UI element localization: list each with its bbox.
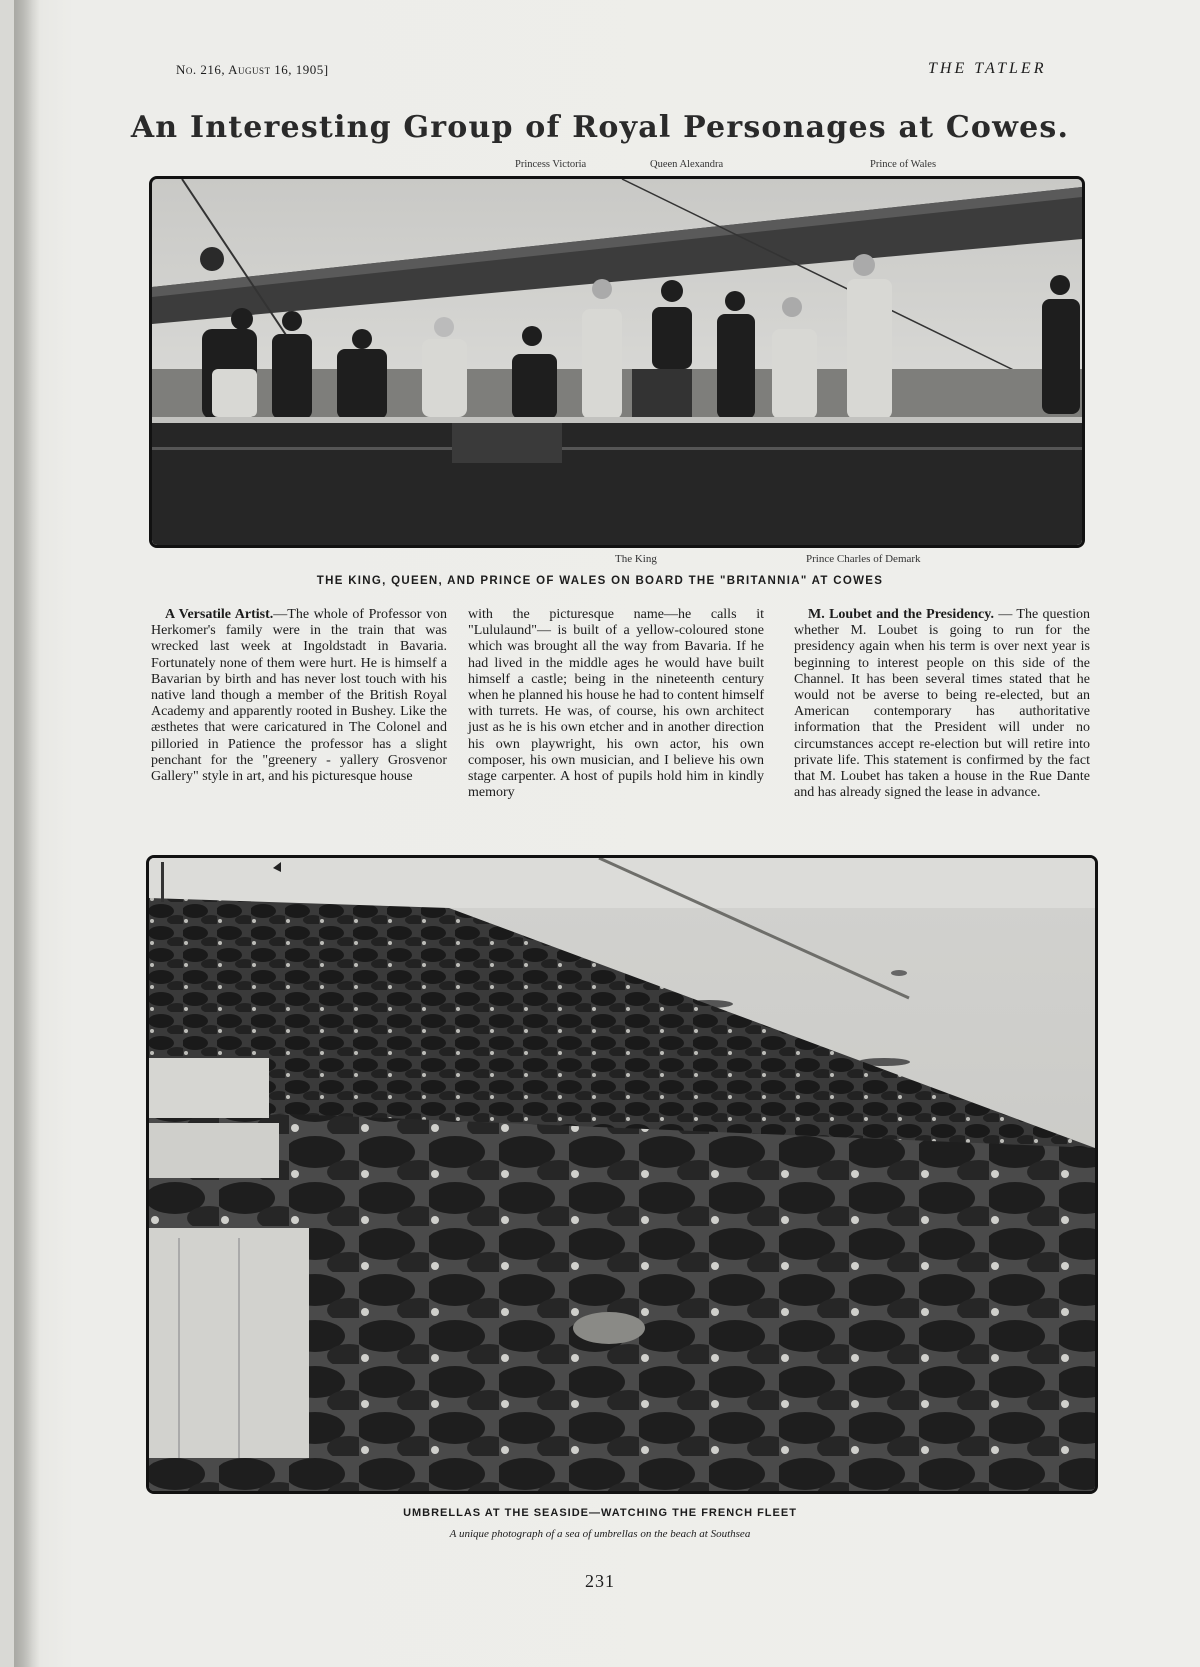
article-text-col1: —The whole of Professor von Herkomer's family were in the train that was wrecked last week at Ingoldstadt in Bavaria. Fortunately none of them were hurt. He is himself a Bavarian by birth and has never lost touch with his native land though a member of the British Royal Academy and apparently rooted in Bushey. Like the æsthetes that were caricatured in The Colonel and pilloried in Patience the professor has a slight penchant for the "greenery - yallery Grosvenor Gallery" style in art, and his picturesque house (151, 607, 447, 785)
article-column-2 (468, 607, 764, 801)
photo2-caption: UMBRELLAS AT THE SEASIDE—WATCHING THE FRENCH FLEET (403, 1507, 797, 1519)
magazine-name: THE TATLER (928, 60, 1047, 77)
photo-umbrellas-drawing (149, 858, 1095, 1491)
label-princess-victoria: Princess Victoria (515, 159, 587, 170)
article-heading-versatile-artist: A Versatile Artist. (165, 607, 274, 622)
article-text-col3: — The question whether M. Loubet is going to run for the presidency again when his term is over next year is beginning to interest people on this side of the Channel. It has been several times stated that he would not be averse to being re-elected, but an American contemporary has authoritative information that the President will under no circumstances accept re-election but will retire into private life. This statement is confirmed by the fact that M. Loubet has taken a house in the Rue Dante and has already signed the lease in advance. (794, 607, 1090, 801)
article-column-1 (151, 607, 447, 785)
page-number: 231 (585, 1571, 615, 1591)
issue-line: No. 216, August 16, 1905] (176, 62, 329, 77)
label-queen-alexandra: Queen Alexandra (650, 159, 724, 170)
binding-shadow (14, 0, 40, 1667)
article-text-col2: with the picturesque name—he calls it "Lululaund"— is built of a yellow-coloured stone which was brought all the way from Bavaria. If he had lived in the middle ages he would have built himself a castle; being in the nineteenth century when he planned his house he had to content himself with turrets. He was, of course, his own architect just as he is his own etcher and in another direction his own playwright, his own actor, his own composer, his own musician, and I believe his own stage carpenter. A host of pupils hold him in kindly memory (468, 607, 764, 801)
article-heading-loubet: M. Loubet and the Presidency. (808, 607, 994, 622)
label-the-king: The King (615, 553, 657, 565)
photo-britannia-drawing (152, 179, 1082, 545)
page-headline: An Interesting Group of Royal Personages at Cowes. (130, 110, 1070, 145)
label-prince-charles: Prince Charles of Demark (806, 553, 921, 565)
photo1-caption: THE KING, QUEEN, AND PRINCE OF WALES ON BOARD THE "BRITANNIA" AT COWES (316, 575, 884, 587)
article-column-3 (794, 607, 1090, 801)
photo2-subcaption: A unique photograph of a sea of umbrellas on the beach at Southsea (449, 1528, 751, 1540)
label-prince-of-wales: Prince of Wales (870, 159, 937, 170)
photo-umbrellas-beach (146, 855, 1098, 1494)
photo-britannia-deck (149, 176, 1085, 548)
